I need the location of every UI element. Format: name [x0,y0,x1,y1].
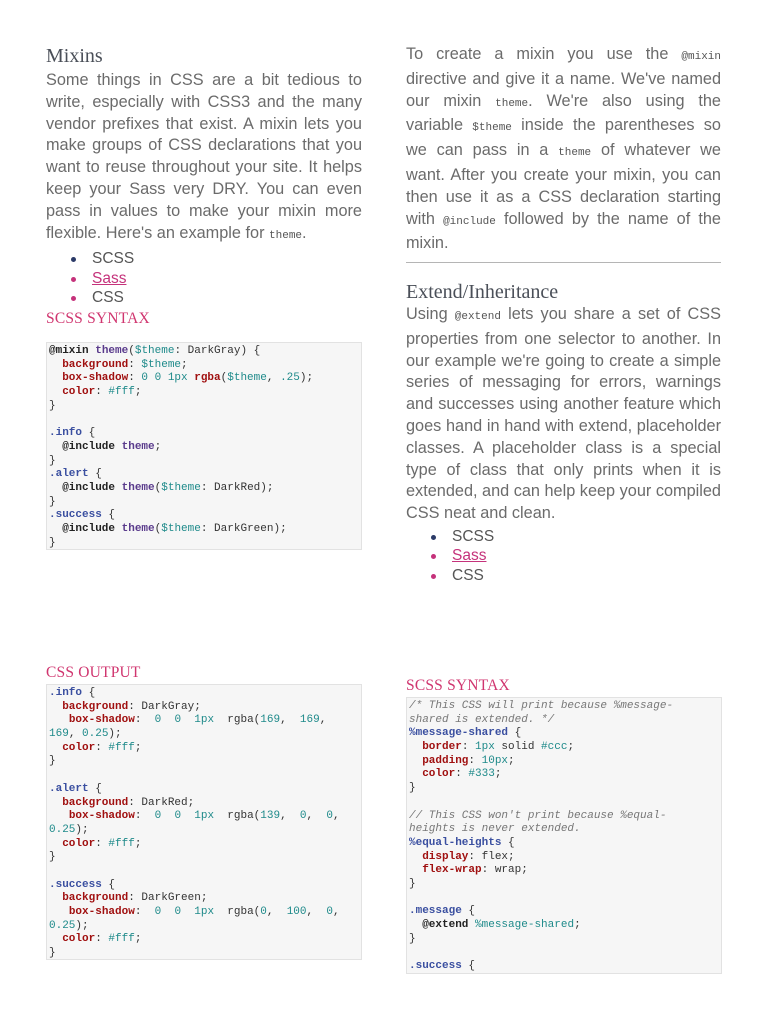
right-label-scss: SCSS [452,527,495,545]
code-line: /* This CSS will print because %message- [409,700,674,712]
code-line: color: #fff; [62,933,142,946]
inline-code: @extend [454,311,501,323]
code-line: color: #fff; [62,837,142,850]
css-output-code-block [46,684,362,960]
paragraph-text: Using [406,305,455,323]
code-line [49,413,359,427]
bullet-dot-icon [71,277,76,282]
code-line: .alert { [49,782,102,795]
code-line [409,796,719,810]
code-line: // This CSS won't print because %equal- [409,809,667,822]
code-line: } [49,755,56,768]
paragraph-text: followed by the name of the mixin. [406,209,721,253]
code-line: color: #fff; [62,741,142,754]
bullet-dot-icon [71,296,76,301]
code-line: 169, 0.25); [49,728,122,741]
inline-term: DRY [212,179,245,198]
inline-term: CSS [538,187,572,206]
code-line: border: 1px solid #ccc; [422,741,575,754]
code-line: .alert { [49,468,102,481]
extend-paragraph [406,304,721,525]
code-line: } [49,947,56,960]
code-line: @include theme($theme: DarkRed); [62,481,274,494]
code-line: } [409,877,416,890]
paragraph-text: Some things in [46,71,171,89]
left-scss-syntax-title: SCSS SYNTAX [46,309,150,327]
code-line: shared is extended. */ [409,713,555,726]
css-output-title: CSS OUTPUT [46,664,141,681]
code-line: background: DarkGreen; [62,892,208,905]
code-line: color: #fff; [62,386,142,399]
paragraph-text: . We're also using the variable [406,91,721,135]
inline-code: $theme [472,122,512,135]
right-column [406,44,721,255]
code-line: display: flex; [422,850,515,863]
inline-code: theme [558,147,592,160]
code-line: @extend %message-shared; [422,919,581,931]
paragraph-text: properties from one selector to another. In our example we're going to create a simple series of messaging for errors, warnings and successes using another feature which goes hand in hand with extend, placeholder classes. A placeholder class is a special type of class that only prints when it is extended, and can help keep your compiled [406,329,721,501]
scss-mixin-code-block [46,342,362,550]
inline-code: theme [269,229,303,242]
mixins-heading: Mixins [46,45,103,67]
paragraph-text: . You can even pass in values to make your mixin more flexible. Here's an example for [46,179,362,242]
code-line: color: #333; [422,768,502,781]
left-bullet-scss [46,249,362,269]
code-line: 0.25); [49,823,89,836]
inline-term: CSS [406,504,440,523]
right-bullet-css [406,566,721,586]
code-line: } [409,782,416,795]
left-column [46,44,362,328]
left-label-css: CSS [92,289,124,307]
code-line: box-shadow: 0 0 1px rgba(0, 100, 0, [68,906,340,918]
code-line: background: DarkGray; [62,700,201,713]
code-line: .message { [409,905,476,918]
code-line: .info { [49,427,96,440]
right-link-sass[interactable]: Sass [452,547,487,565]
inline-term: CSS [687,305,721,323]
bullet-dot-icon [431,574,436,579]
code-line: heights is never extended. [409,823,581,836]
left-label-scss: SCSS [92,250,135,268]
inline-term: CSS3 [207,92,251,111]
code-line: .success { [49,509,116,522]
code-line: } [49,399,56,412]
right-bullet-scss [406,527,721,547]
paragraph-text: declaration starting with [406,187,722,228]
paragraph-text: inside the parentheses so we can pass in a [406,116,721,160]
bullet-dot-icon [71,257,76,262]
code-line: .success { [409,960,476,973]
code-line: box-shadow: 0 0 1px rgba(139, 0, 0, [68,810,340,823]
code-line: @include theme($theme: DarkGreen); [62,522,287,535]
code-line: 0.25); [49,919,89,932]
right-bullet-list [406,527,721,586]
paragraph-text: and the many vendor prefixes that exist. A mixin lets you make groups of [46,92,362,155]
inline-code: theme [495,97,529,110]
code-line: } [49,495,56,508]
extend-section [406,280,721,585]
inline-code: @mixin [681,51,721,63]
code-line [409,946,719,960]
bullet-dot-icon [431,554,436,559]
code-line: @mixin theme($theme: DarkGray) { [49,345,261,357]
code-line: .success { [49,878,116,891]
code-line: box-shadow: 0 0 1px rgba(169, 169, [68,714,327,727]
left-bullet-list [46,249,362,308]
paragraph-text: . [302,223,307,242]
paragraph-text: directive and give it a name. We've named our mixin [406,69,721,110]
extend-heading: Extend/Inheritance [406,281,559,303]
scss-extend-code-block [406,697,722,974]
code-line: background: $theme; [62,358,188,371]
code-line: } [49,454,56,467]
inline-term: CSS [168,136,202,155]
paragraph-text: lets you share a set of [500,305,688,323]
section-divider [406,262,721,263]
right-bullet-sass[interactable] [406,546,721,566]
code-line: background: DarkRed; [62,796,195,809]
code-line: } [409,932,416,945]
code-line: } [49,851,56,864]
right-scss-syntax-title: SCSS SYNTAX [406,677,510,694]
left-link-sass[interactable]: Sass [92,269,127,287]
mixins-paragraph [46,70,362,247]
code-line: padding: 10px; [422,754,515,767]
right-label-css: CSS [452,566,484,584]
code-line [49,769,359,783]
code-line: .info { [49,687,96,699]
code-line [49,865,359,879]
code-line: @include theme; [62,440,162,453]
code-line: %equal-heights { [409,836,515,849]
code-line: box-shadow: 0 0 1px rgba($theme, .25); [62,372,314,385]
bullet-dot-icon [431,535,436,540]
code-line: %message-shared { [409,727,522,740]
paragraph-text: declarations that you want to reuse throughout your site. It helps keep your Sass very [46,136,362,198]
paragraph-text: of whatever we want. After you create your mixin, you can then use it as a [406,141,721,206]
paragraph-text: are a bit tedious to write, especially with [46,71,362,111]
inline-term: CSS [170,71,204,89]
code-line [409,892,719,906]
paragraph-text: To create a mixin you use the [406,45,682,63]
inline-code: @include [443,215,496,228]
mixin-explanation-paragraph [406,44,721,255]
code-line: } [49,536,56,549]
left-bullet-css [46,288,362,308]
code-line: flex-wrap: wrap; [422,864,528,877]
left-bullet-sass[interactable] [46,269,362,289]
paragraph-text: neat and clean. [439,504,556,523]
